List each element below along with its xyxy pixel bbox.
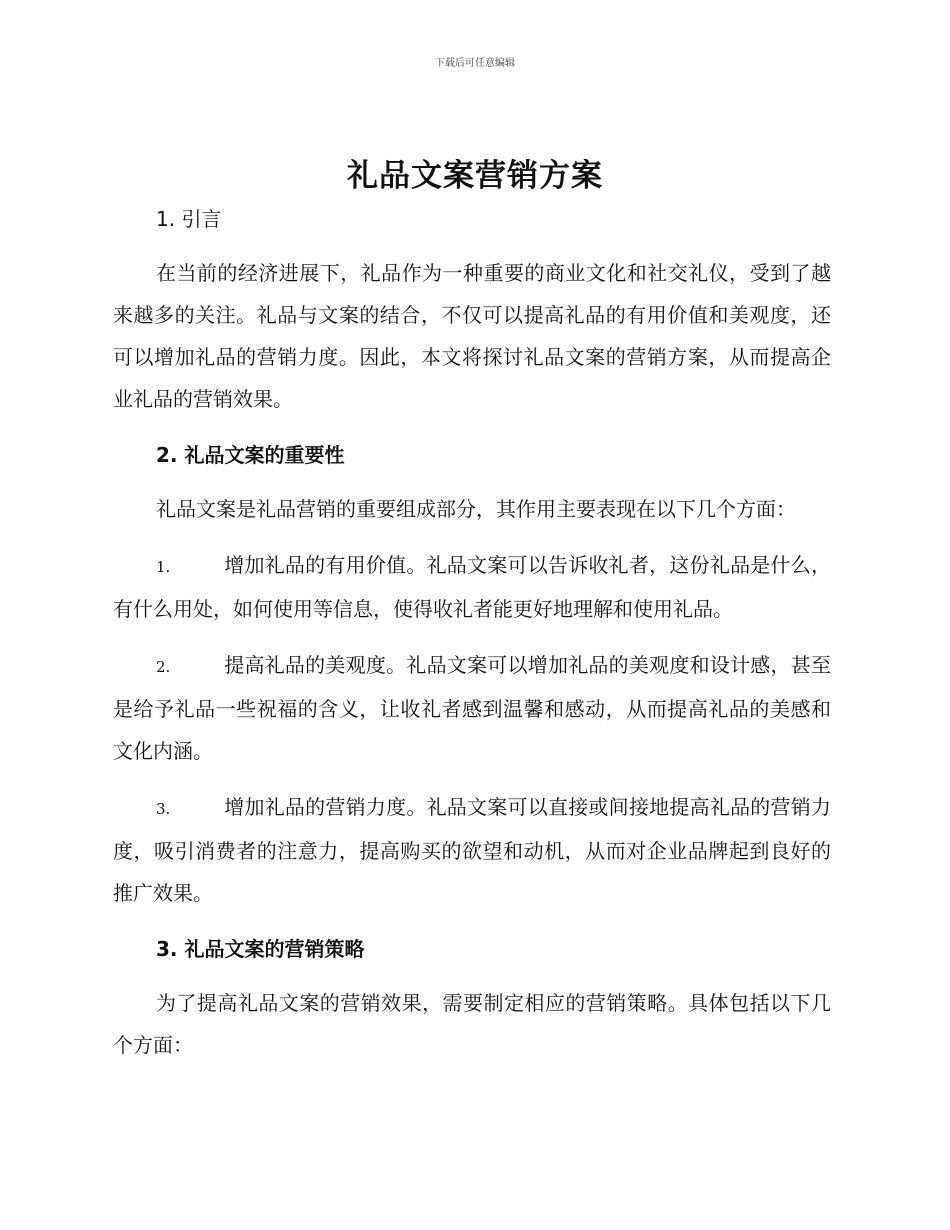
paragraph-importance: 礼品文案是礼品营销的重要组成部分，其作用主要表现在以下几个方面： [156, 497, 796, 521]
list-item [113, 644, 831, 772]
paragraph-introduction: 在当前的经济进展下，礼品作为一种重要的商业文化和社交礼仪，受到了越来越多的关注。礼品与文案的结合，不仅可以提高礼品的有用价值和美观度，还可以增加礼品的营销力度。因此，本文将探讨礼品文案的营销方案，从而提高企业礼品的营销效果。 [113, 261, 831, 411]
document-title: 礼品文案营销方案 [347, 158, 603, 194]
list-item-number: 1. [156, 558, 171, 576]
section-heading-importance: 2. 礼品文案的重要性 [156, 443, 345, 467]
list-item [113, 544, 831, 630]
list-item [113, 786, 831, 914]
list-item-number: 2. [156, 658, 171, 676]
list-item-text: 增加礼品的有用价值。礼品文案可以告诉收礼者，这份礼品是什么，有什么用处，如何使用等信息，使得收礼者能更好地理解和使用礼品。 [113, 553, 831, 621]
list-item-text: 增加礼品的营销力度。礼品文案可以直接或间接地提高礼品的营销力度，吸引消费者的注意力，提高购买的欲望和动机，从而对企业品牌起到良好的推广效果。 [113, 795, 831, 905]
list-item-number: 3. [156, 800, 171, 818]
section-heading-strategy: 3. 礼品文案的营销策略 [156, 937, 365, 961]
header-note: 下载后可任意编辑 [435, 58, 515, 69]
document-body [113, 198, 831, 1066]
paragraph-strategy: 为了提高礼品文案的营销效果，需要制定相应的营销策略。具体包括以下几个方面： [113, 991, 831, 1057]
section-heading-introduction: 1. 引言 [156, 207, 222, 231]
list-item-text: 提高礼品的美观度。礼品文案可以增加礼品的美观度和设计感，甚至是给予礼品一些祝福的含义，让收礼者感到温馨和感动，从而提高礼品的美感和文化内涵。 [113, 653, 831, 763]
